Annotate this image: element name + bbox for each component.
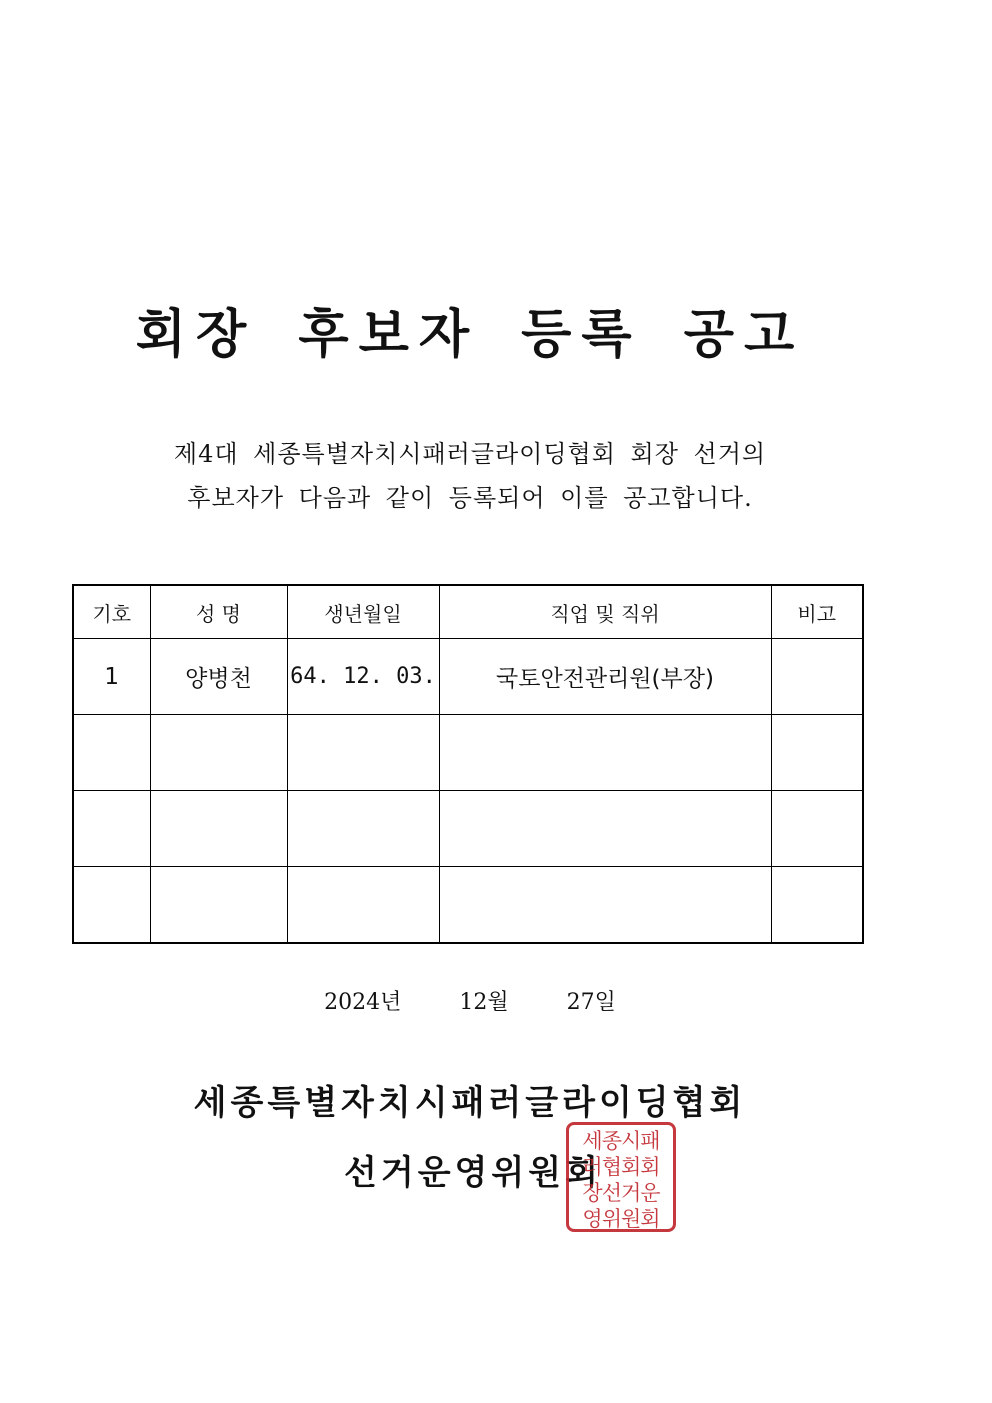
organization-name: 세종특별자치시패러글라이딩협회 <box>193 1083 747 1123</box>
cell-name <box>150 791 287 867</box>
table-row <box>73 867 863 944</box>
cell-remarks <box>771 639 863 715</box>
table-row <box>73 715 863 791</box>
date-day: 27일 <box>566 990 616 1015</box>
seal-line: 영위원회 <box>582 1207 660 1231</box>
header-occupation: 직업 및 직위 <box>439 585 771 639</box>
cell-name <box>150 867 287 944</box>
cell-remarks <box>771 715 863 791</box>
cell-remarks <box>771 791 863 867</box>
table-row <box>73 791 863 867</box>
intro-line-1: 제4대 세종특별자치시패러글라이딩협회 회장 선거의 <box>173 440 767 468</box>
cell-occupation <box>439 867 771 944</box>
cell-name <box>150 715 287 791</box>
table-header-row <box>73 585 863 639</box>
cell-remarks <box>771 867 863 944</box>
cell-birthdate: 64. 12. 03. <box>287 639 439 715</box>
cell-occupation: 국토안전관리원(부장) <box>439 639 771 715</box>
seal-line: 장선거운 <box>582 1181 660 1205</box>
committee-name: 선거운영위원회 <box>344 1153 602 1193</box>
table-row <box>73 639 863 715</box>
cell-birthdate <box>287 791 439 867</box>
date-month: 12월 <box>459 990 509 1015</box>
announcement-date <box>0 985 940 1016</box>
cell-birthdate <box>287 867 439 944</box>
cell-name: 양병천 <box>150 639 287 715</box>
cell-number: 1 <box>73 639 150 715</box>
cell-birthdate <box>287 715 439 791</box>
cell-number <box>73 867 150 944</box>
header-birthdate: 생년월일 <box>287 585 439 639</box>
seal-line: 러협회회 <box>582 1155 660 1179</box>
intro-line-2: 후보자가 다음과 같이 등록되어 이를 공고합니다. <box>187 484 753 512</box>
header-number: 기호 <box>73 585 150 639</box>
cell-number <box>73 715 150 791</box>
cell-occupation <box>439 791 771 867</box>
intro-text <box>0 432 940 520</box>
official-seal <box>566 1122 676 1232</box>
page-title: 회장 후보자 등록 공고 <box>135 304 805 365</box>
seal-line: 세종시패 <box>582 1129 660 1153</box>
cell-occupation <box>439 715 771 791</box>
date-year: 2024년 <box>324 990 402 1015</box>
cell-number <box>73 791 150 867</box>
header-name: 성 명 <box>150 585 287 639</box>
header-remarks: 비고 <box>771 585 863 639</box>
candidate-table <box>72 584 864 944</box>
